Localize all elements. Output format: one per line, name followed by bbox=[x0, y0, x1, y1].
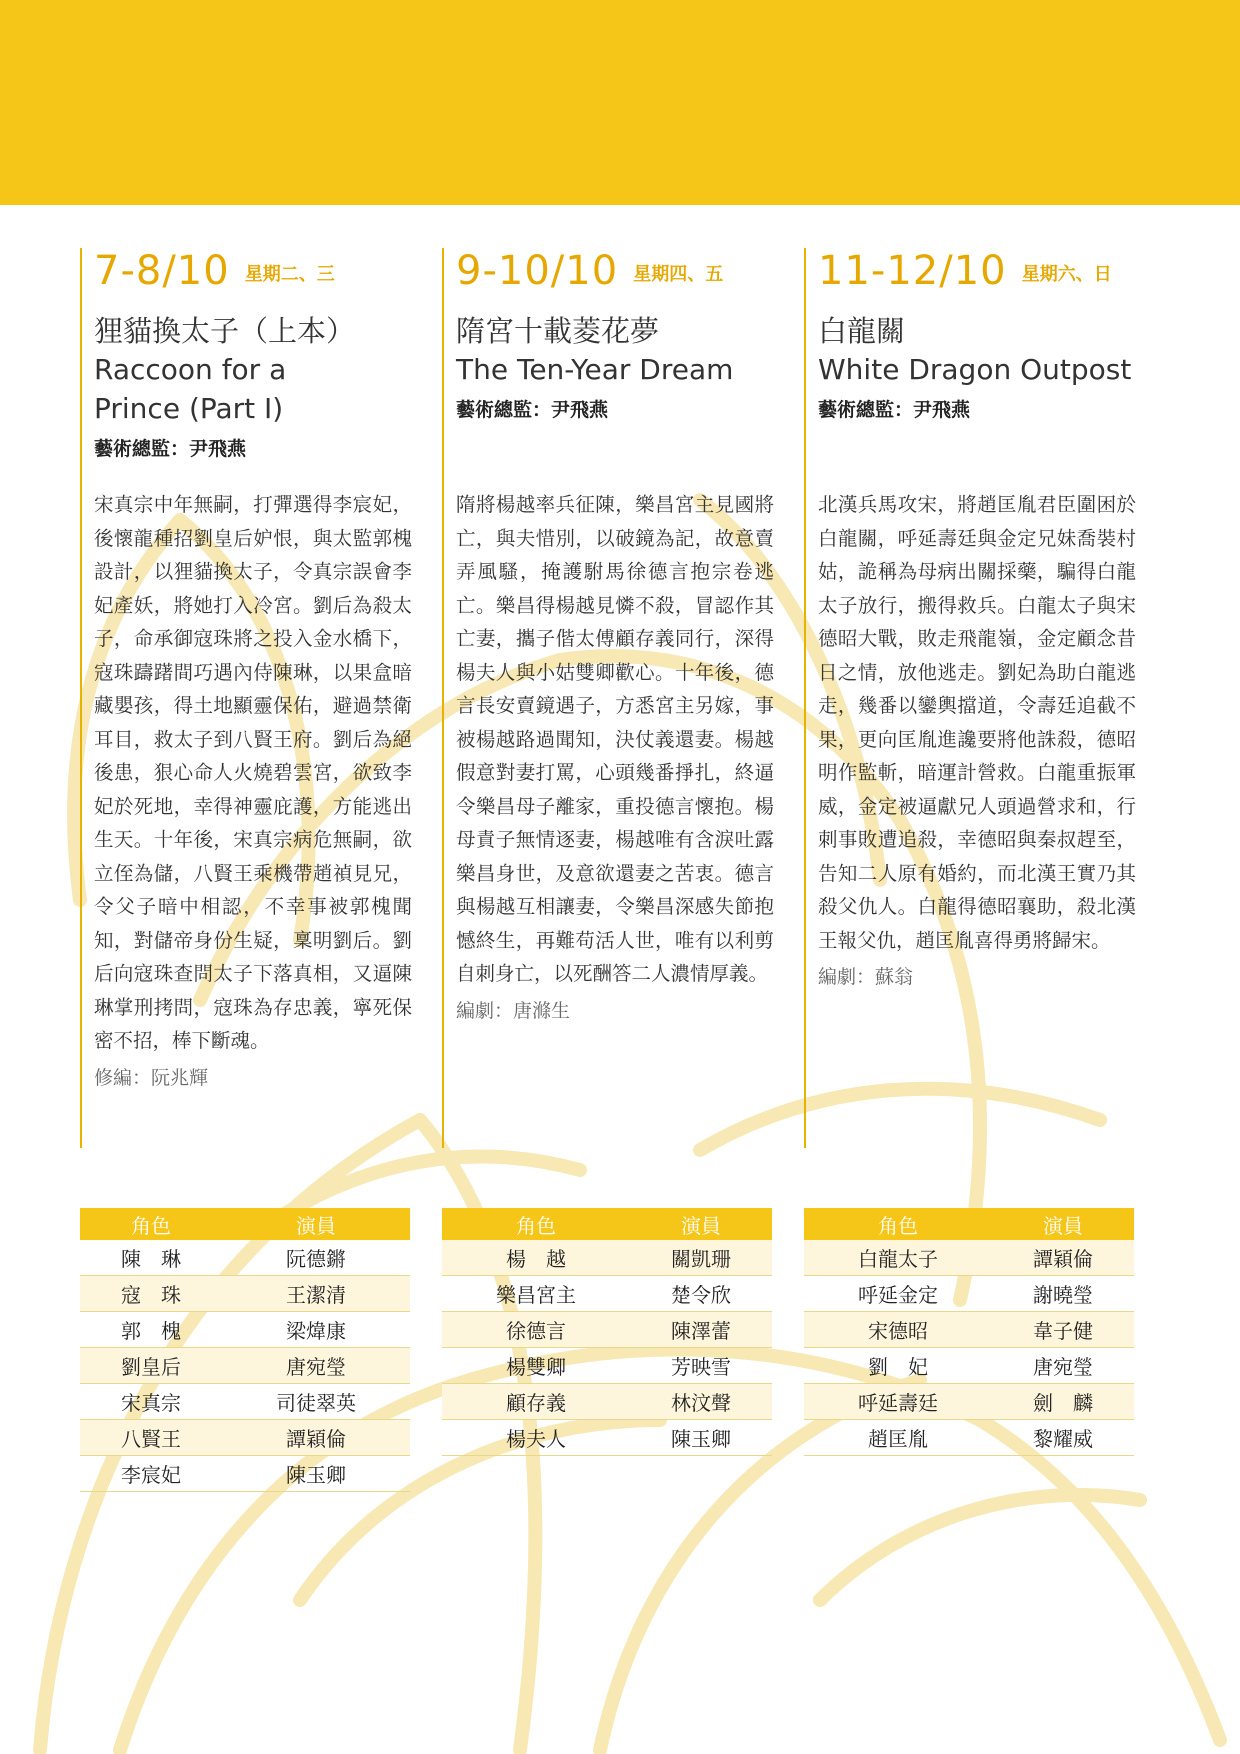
table-row bbox=[80, 1384, 410, 1420]
actor-cell: 謝曉瑩 bbox=[992, 1276, 1134, 1312]
actor-cell: 關凱珊 bbox=[630, 1240, 772, 1276]
actor-cell: 阮德鏘 bbox=[222, 1240, 410, 1276]
actor-cell: 王潔清 bbox=[222, 1276, 410, 1312]
show-weekday: 星期四、五 bbox=[633, 264, 724, 285]
table-row bbox=[442, 1276, 772, 1312]
actor-cell: 唐宛瑩 bbox=[992, 1348, 1134, 1384]
actor-column-header: 演員 bbox=[630, 1208, 772, 1240]
actor-cell: 韋子健 bbox=[992, 1312, 1134, 1348]
actor-cell: 芳映雪 bbox=[630, 1348, 772, 1384]
role-cell: 白龍太子 bbox=[804, 1240, 992, 1276]
date-line bbox=[94, 248, 410, 292]
role-cell: 八賢王 bbox=[80, 1420, 222, 1456]
table-row bbox=[442, 1420, 772, 1456]
table-row bbox=[80, 1420, 410, 1456]
show-title-english: Raccoon for a bbox=[94, 353, 287, 386]
actor-cell: 楚令欣 bbox=[630, 1276, 772, 1312]
role-column-header: 角色 bbox=[80, 1208, 222, 1240]
top-yellow-band bbox=[0, 0, 1240, 205]
role-column-header: 角色 bbox=[442, 1208, 630, 1240]
show-title-chinese: 隋宮十載菱花夢 bbox=[456, 314, 660, 348]
role-cell: 劉 妃 bbox=[804, 1348, 992, 1384]
role-cell: 宋德昭 bbox=[804, 1312, 992, 1348]
actor-cell: 唐宛瑩 bbox=[222, 1348, 410, 1384]
cast-table-2 bbox=[442, 1208, 772, 1456]
role-cell: 郭 槐 bbox=[80, 1312, 222, 1348]
role-cell: 呼延壽廷 bbox=[804, 1384, 992, 1420]
role-cell: 顧存義 bbox=[442, 1384, 630, 1420]
table-row bbox=[442, 1384, 772, 1420]
writer-credit: 編劇：蘇翁 bbox=[818, 966, 914, 988]
cast-header-row bbox=[442, 1208, 772, 1240]
show-title-chinese: 白龍關 bbox=[818, 314, 906, 348]
show-column-1 bbox=[80, 248, 410, 1148]
role-cell: 李宸妃 bbox=[80, 1456, 222, 1492]
artistic-director: 藝術總監：尹飛燕 bbox=[94, 438, 247, 460]
show-title-chinese: 狸貓換太子（上本） bbox=[94, 314, 356, 348]
writer-credit: 修編：阮兆輝 bbox=[94, 1066, 209, 1089]
role-cell: 陳 琳 bbox=[80, 1240, 222, 1276]
role-cell: 楊雙卿 bbox=[442, 1348, 630, 1384]
role-cell: 樂昌宮主 bbox=[442, 1276, 630, 1312]
actor-column-header: 演員 bbox=[992, 1208, 1134, 1240]
table-row bbox=[804, 1420, 1134, 1456]
show-date: 9-10/10 bbox=[456, 248, 619, 294]
table-row bbox=[442, 1240, 772, 1276]
role-cell: 楊 越 bbox=[442, 1240, 630, 1276]
table-row bbox=[804, 1240, 1134, 1276]
actor-cell: 梁煒康 bbox=[222, 1312, 410, 1348]
synopsis-block bbox=[818, 488, 1136, 995]
table-row bbox=[80, 1456, 410, 1492]
table-row bbox=[442, 1348, 772, 1384]
cast-header-row bbox=[80, 1208, 410, 1240]
actor-cell: 陳玉卿 bbox=[222, 1456, 410, 1492]
actor-cell: 譚穎倫 bbox=[222, 1420, 410, 1456]
actor-column-header: 演員 bbox=[222, 1208, 410, 1240]
table-row bbox=[80, 1276, 410, 1312]
synopsis-block bbox=[94, 488, 412, 1095]
actor-cell: 譚穎倫 bbox=[992, 1240, 1134, 1276]
show-column-2 bbox=[442, 248, 772, 1148]
show-title-english-line2: Prince (Part I) bbox=[94, 392, 284, 425]
show-column-3 bbox=[804, 248, 1134, 1148]
show-date: 11-12/10 bbox=[818, 248, 1007, 294]
show-weekday: 星期六、日 bbox=[1021, 264, 1112, 285]
role-cell: 劉皇后 bbox=[80, 1348, 222, 1384]
role-cell: 徐德言 bbox=[442, 1312, 630, 1348]
actor-cell: 司徒翠英 bbox=[222, 1384, 410, 1420]
cast-header-row bbox=[804, 1208, 1134, 1240]
table-row bbox=[442, 1312, 772, 1348]
synopsis-text: 宋真宗中年無嗣，打彈選得李宸妃，後懷龍種招劉皇后妒恨，與太監郭槐設計，以狸貓換太子，令真宗誤會李妃產妖，將她打入冷宮。劉后為殺太子，命承御寇珠將之投入金水橋下，寇珠躊躇間巧遇內侍陳琳，以果盒暗藏嬰孩，得土地顯靈保佑，避過禁衛耳目，救太子到八賢王府。劉后為絕後患，狠心命人火燒碧雲宮，欲致李妃於死地，幸得神靈庇護，方能逃出生天。十年後，宋真宗病危無嗣，欲立侄為儲，八賢王乘機帶趙禎見兄，令父子暗中相認，不幸事被郭槐聞知，對儲帝身份生疑，稟明劉后。劉后向寇珠查問太子下落真相，又逼陳琳掌刑拷問，寇珠為存忠義，寧死保密不招，棒下斷魂。 bbox=[94, 493, 412, 1052]
table-row bbox=[804, 1312, 1134, 1348]
table-row bbox=[80, 1240, 410, 1276]
table-row bbox=[80, 1348, 410, 1384]
synopsis-text: 隋將楊越率兵征陳，樂昌宮主見國將亡，與夫惜別，以破鏡為記，故意賣弄風騷，掩護駙馬徐德言抱宗卷逃亡。樂昌得楊越見憐不殺，冒認作其亡妻，攜子偕太傅顧存義同行，深得楊夫人與小姑雙卿歡心。十年後，德言長安賣鏡遇子，方悉宮主另嫁，事被楊越路過聞知，決仗義還妻。楊越假意對妻打罵，心頭幾番掙扎，終逼令樂昌母子離家，重投德言懷抱。楊母責子無情逐妻，楊越唯有含淚吐露樂昌身世，及意欲還妻之苦衷。德言與楊越互相讓妻，令樂昌深感失節抱憾終生，再難苟活人世，唯有以利剪自刺身亡，以死酬答二人濃情厚義。 bbox=[456, 493, 774, 985]
role-cell: 楊夫人 bbox=[442, 1420, 630, 1456]
role-cell: 呼延金定 bbox=[804, 1276, 992, 1312]
date-line bbox=[456, 248, 772, 292]
actor-cell: 林汶聲 bbox=[630, 1384, 772, 1420]
role-cell: 寇 珠 bbox=[80, 1276, 222, 1312]
cast-table-3 bbox=[804, 1208, 1134, 1456]
actor-cell: 劍 麟 bbox=[992, 1384, 1134, 1420]
artistic-director: 藝術總監：尹飛燕 bbox=[456, 399, 609, 421]
role-cell: 趙匡胤 bbox=[804, 1420, 992, 1456]
actor-cell: 陳澤蕾 bbox=[630, 1312, 772, 1348]
actor-cell: 黎耀威 bbox=[992, 1420, 1134, 1456]
table-row bbox=[804, 1384, 1134, 1420]
artistic-director: 藝術總監：尹飛燕 bbox=[818, 399, 971, 421]
show-date: 7-8/10 bbox=[94, 248, 230, 294]
table-row bbox=[804, 1276, 1134, 1312]
synopsis-text: 北漢兵馬攻宋，將趙匡胤君臣圍困於白龍關，呼延壽廷與金定兄妹喬裝村姑，詭稱為母病出關採藥，騙得白龍太子放行，搬得救兵。白龍太子與宋德昭大戰，敗走飛龍嶺，金定顧念昔日之情，放他逃走。劉妃為助白龍逃走，幾番以鑾輿擋道，令壽廷追截不果，更向匡胤進讒要將他誅殺，德昭明作監斬，暗運計營救。白龍重振軍威，金定被逼獻兄人頭過營求和，行刺事敗遭追殺，幸德昭與秦叔趕至，告知二人原有婚約，而北漢王實乃其殺父仇人。白龍得德昭襄助，殺北漢王報父仇，趙匡胤喜得勇將歸宋。 bbox=[818, 493, 1136, 952]
role-cell: 宋真宗 bbox=[80, 1384, 222, 1420]
writer-credit: 編劇：唐滌生 bbox=[456, 999, 571, 1022]
actor-cell: 陳玉卿 bbox=[630, 1420, 772, 1456]
show-weekday: 星期二、三 bbox=[244, 264, 335, 285]
date-line bbox=[818, 248, 1134, 292]
role-column-header: 角色 bbox=[804, 1208, 992, 1240]
show-title-english: White Dragon Outpost bbox=[818, 353, 1132, 386]
synopsis-block bbox=[456, 488, 774, 1028]
table-row bbox=[804, 1348, 1134, 1384]
show-title-english: The Ten-Year Dream bbox=[456, 353, 734, 386]
cast-table-1 bbox=[80, 1208, 410, 1492]
table-row bbox=[80, 1312, 410, 1348]
